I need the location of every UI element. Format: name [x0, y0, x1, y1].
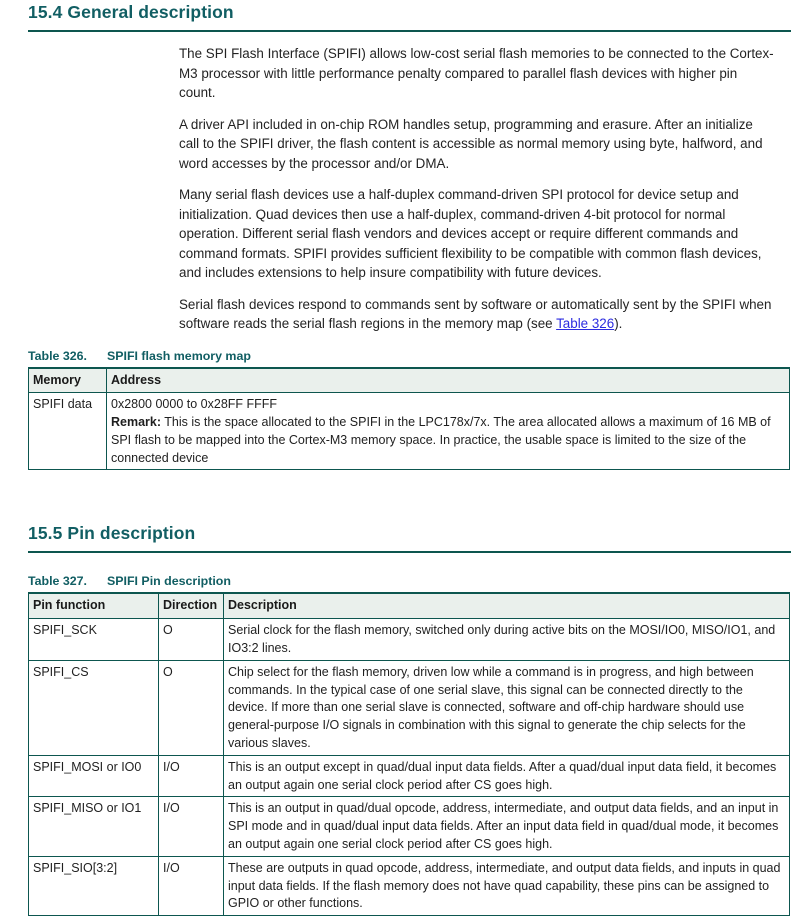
table-327-caption [28, 574, 798, 588]
general-description-body [179, 44, 776, 334]
cell-memory: SPIFI data [29, 393, 107, 470]
cell-address [107, 393, 790, 470]
column-header-address: Address [107, 368, 790, 393]
document-page [0, 2, 798, 911]
pin-row-spifi-sio [29, 856, 790, 915]
table-spifi-pin-description [28, 592, 790, 916]
address-remark [111, 414, 785, 467]
pin-row-spifi-sck [29, 619, 790, 661]
cell-pin-function: SPIFI_CS [29, 660, 159, 755]
paragraph-memory-map [179, 295, 776, 334]
cell-pin-function: SPIFI_MOSI or IO0 [29, 755, 159, 797]
table-spifi-flash-memory-map [28, 367, 790, 471]
table-326-caption [28, 349, 798, 363]
cell-direction: O [159, 619, 224, 661]
column-header-memory: Memory [29, 368, 107, 393]
cell-pin-function: SPIFI_SCK [29, 619, 159, 661]
cell-description: Chip select for the flash memory, driven low while a command is in progress, and high between commands. In the typical case of one serial slave, this signal can be connected directly to the device. If more than one serial slave is connected, software and off-chip hardware should use general-purpose I/O signals in combination with this signal to generate the chip selects for the various slaves. [224, 660, 790, 755]
table-326-link[interactable]: Table 326 [556, 316, 615, 331]
table-327-caption-title: SPIFI Pin description [107, 574, 231, 589]
section-heading-general: 15.4 General description [28, 2, 234, 22]
table-326-header-row [29, 368, 790, 393]
cell-description: This is an output except in quad/dual input data fields. After a quad/dual input data field, it becomes an output again one serial clock period after CS goes high. [224, 755, 790, 797]
table-326-caption-label: Table 326. [28, 348, 88, 363]
table-326-data-row [29, 393, 790, 470]
paragraph-memory-map-text: Serial flash devices respond to commands sent by software or automatically sent by the SPIFI when software reads the serial flash regions in the memory map (see [179, 296, 772, 331]
pin-row-spifi-mosi [29, 755, 790, 797]
section-heading-block-pin [28, 523, 791, 553]
cell-pin-function: SPIFI_MISO or IO1 [29, 797, 159, 856]
cell-direction: I/O [159, 755, 224, 797]
column-header-description: Description [224, 593, 790, 618]
cell-direction: O [159, 660, 224, 755]
cell-description: This is an output in quad/dual opcode, address, intermediate, and output data fields, and an input in SPI mode and in quad/dual input data fields. After an input data field in quad/dual mode, it becomes an output again one serial clock period after CS goes high. [224, 797, 790, 856]
table-327-header-row [29, 593, 790, 618]
section-heading-block-general [28, 2, 791, 32]
paragraph-protocols: Many serial flash devices use a half-duplex command-driven SPI protocol for device setup and initialization. Quad devices then use a half-duplex, command-driven 4-bit protocol for normal operation. Different serial flash vendors and devices accept or require different commands and command formats. SPIFI provides sufficient flexibility to be compatible with common flash devices, and includes extensions to help insure compatibility with future devices. [179, 187, 762, 280]
pin-row-spifi-miso [29, 797, 790, 856]
address-range: 0x2800 0000 to 0x28FF FFFF [111, 397, 278, 412]
paragraph-spifi-intro: The SPI Flash Interface (SPIFI) allows low-cost serial flash memories to be connected to the Cortex-M3 processor with little performance penalty compared to parallel flash devices with higher pin count. [179, 46, 774, 100]
column-header-pin-function: Pin function [29, 593, 159, 618]
table-326-caption-title: SPIFI flash memory map [107, 348, 251, 363]
cell-description: Serial clock for the flash memory, switched only during active bits on the MOSI/IO0, MISO/IO1, and IO3:2 lines. [224, 619, 790, 661]
remark-text: This is the space allocated to the SPIFI in the LPC178x/7x. The area allocated allows a maximum of 16 MB of SPI flash to be mapped into the Cortex-M3 memory space. In practice, the usable space is limited to the size of the connected device [111, 415, 771, 465]
cell-pin-function: SPIFI_SIO[3:2] [29, 856, 159, 915]
column-header-direction: Direction [159, 593, 224, 618]
paragraph-memory-map-end: ). [614, 316, 623, 331]
cell-direction: I/O [159, 797, 224, 856]
section-heading-pin: 15.5 Pin description [28, 523, 196, 544]
paragraph-driver-api: A driver API included in on-chip ROM handles setup, programming and erasure. After an initialize call to the SPIFI driver, the flash content is accessible as normal memory using byte, halfword, and word accesses by the processor and/or DMA. [179, 116, 763, 171]
remark-label: Remark: [111, 415, 162, 430]
cell-direction: I/O [159, 856, 224, 915]
pin-row-spifi-cs [29, 660, 790, 755]
table-327-caption-label: Table 327. [28, 574, 88, 589]
cell-description: These are outputs in quad opcode, address, intermediate, and output data fields, and inputs in quad input data fields. If the flash memory does not have quad capability, these pins can be assigned to GPIO or other functions. [224, 856, 790, 915]
